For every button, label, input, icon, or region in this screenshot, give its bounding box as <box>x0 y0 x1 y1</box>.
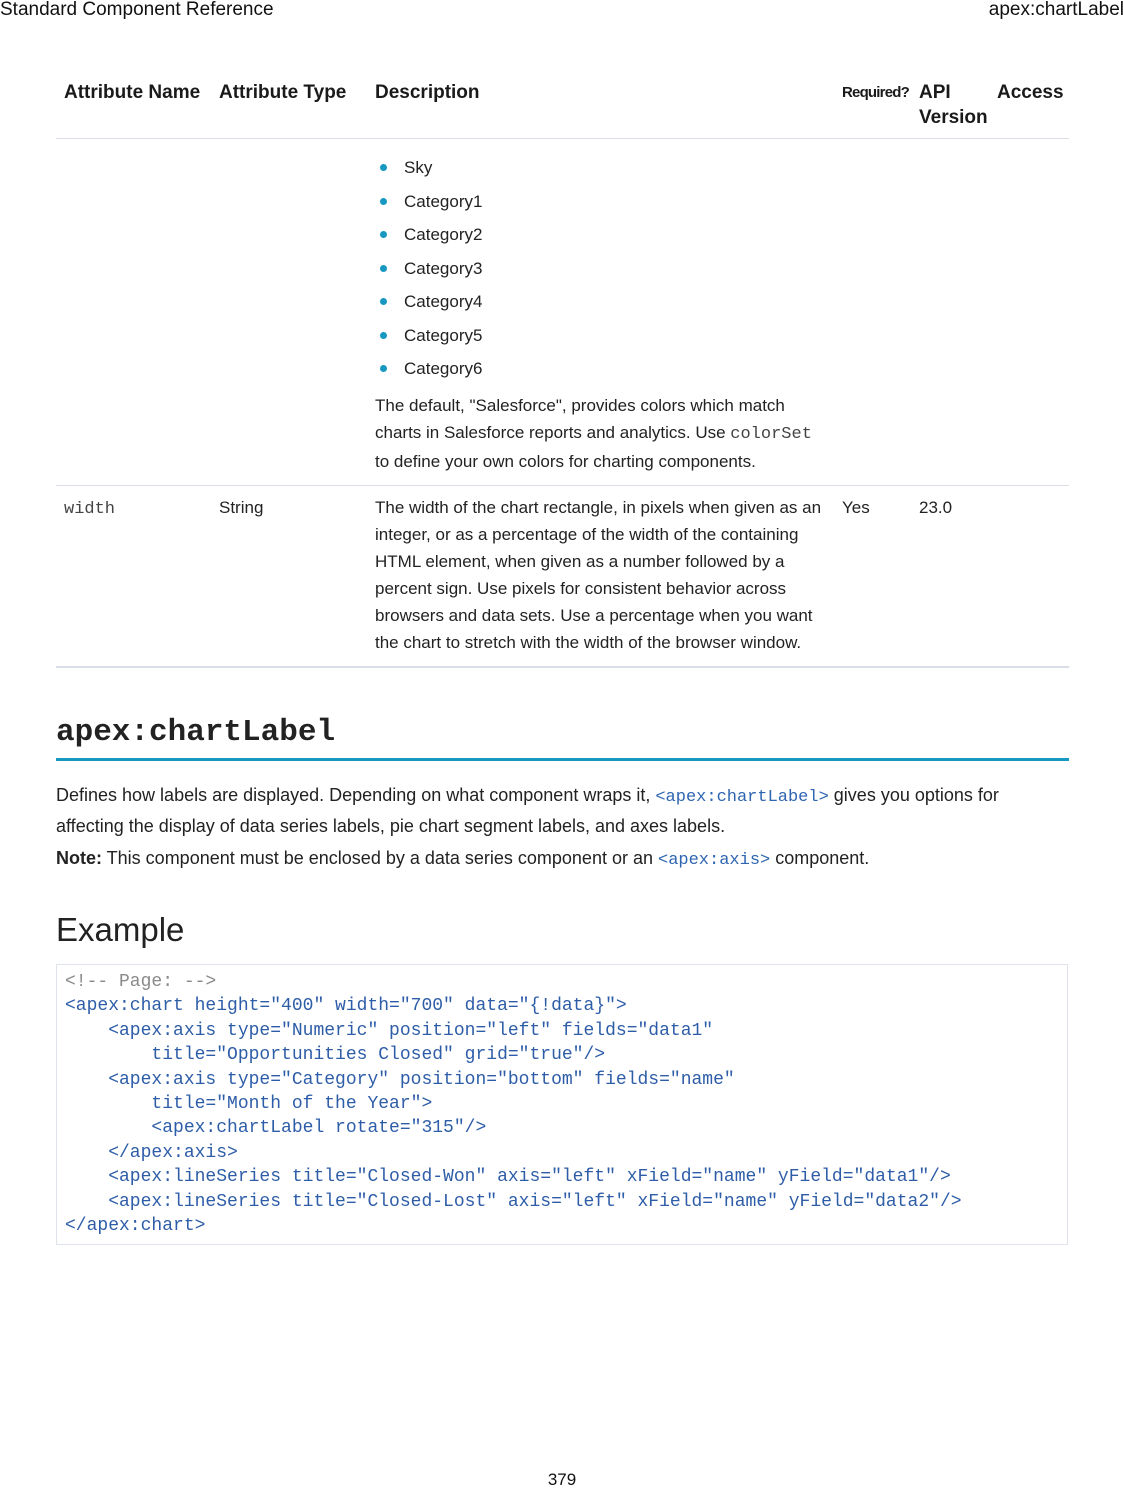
color-set-list <box>375 151 828 386</box>
inline-code: <apex:chartLabel> <box>655 788 829 807</box>
list-item: Category5 <box>375 319 828 353</box>
table-row <box>56 139 1069 486</box>
color-set-description <box>367 139 834 486</box>
attribute-api-version: 23.0 <box>911 485 989 667</box>
attribute-required: Yes <box>834 485 911 667</box>
attribute-table <box>56 78 1069 668</box>
column-header-access: Access <box>989 78 1069 139</box>
table-header-row <box>56 78 1069 139</box>
list-item: Category6 <box>375 352 828 386</box>
bullet-icon <box>380 265 387 272</box>
list-item: Category4 <box>375 285 828 319</box>
attribute-name: width <box>56 485 211 667</box>
section-note: Note: This component must be enclosed by a data series component or an <apex:axis> component. <box>56 848 870 870</box>
example-heading: Example <box>56 911 185 948</box>
code-example-block <box>56 964 1068 1245</box>
column-header-attribute-type: Attribute Type <box>211 78 367 139</box>
code-comment: <!-- Page: --> <box>65 972 217 992</box>
list-item: Category3 <box>375 252 828 286</box>
column-header-description: Description <box>367 78 834 139</box>
code-listing <box>57 965 1067 1238</box>
default-colors-note: The default, "Salesforce", provides colors which match charts in Salesforce reports and analytics. Use colorSet to define your own colors for charting components. <box>375 395 812 471</box>
note-label: Note: <box>56 848 102 868</box>
running-header-section: apex:chartLabel <box>988 0 1124 20</box>
section-title: apex:chartLabel <box>56 714 1069 761</box>
table-row <box>56 485 1069 667</box>
column-header-required: Required? <box>834 78 911 139</box>
attribute-description: The width of the chart rectangle, in pixels when given as an integer, or as a percentage of the width of the containing HTML element, when given as a number followed by a percent sign. Use pixels for consistent behavior across browsers and data sets. Use a percentage when you want the chart to stretch with the width of the browser window. <box>367 485 834 667</box>
list-item: Sky <box>375 151 828 185</box>
inline-code: <apex:axis> <box>658 851 771 870</box>
bullet-icon <box>380 164 387 171</box>
code-body: <apex:chart height="400" width="700" data="{!data}"> <apex:axis type="Numeric" position="left" fields="data1" title="Opportunities Closed" grid="true"/> <apex:axis type="Category" position="bottom" fields="name" title="Month of the Year"> <apex:chartLabel rotate="315"/> </apex:axis> <apex:lineSeries title="Closed-Won" axis="left" xField="name" yField="data1"/> <apex:lineSeries title="Closed-Lost" axis="left" xField="name" yField="data2"/> </apex:chart> <box>65 996 962 1237</box>
bullet-icon <box>380 198 387 205</box>
column-header-api-version: API Version <box>911 78 989 139</box>
list-item: Category2 <box>375 218 828 252</box>
inline-code: colorSet <box>730 424 812 444</box>
attribute-access <box>989 485 1069 667</box>
bullet-icon <box>380 332 387 339</box>
bullet-icon <box>380 231 387 238</box>
running-header-title: Standard Component Reference <box>0 0 274 20</box>
bullet-icon <box>380 298 387 305</box>
page-number: 379 <box>547 1470 577 1489</box>
section-intro: Defines how labels are displayed. Depending on what component wraps it, <apex:chartLabel> gives you options for affecting the display of data series labels, pie chart segment labels, and axes labels. <box>56 785 999 836</box>
list-item: Category1 <box>375 185 828 219</box>
bullet-icon <box>380 365 387 372</box>
attribute-type: String <box>211 485 367 667</box>
column-header-attribute-name: Attribute Name <box>56 78 211 139</box>
